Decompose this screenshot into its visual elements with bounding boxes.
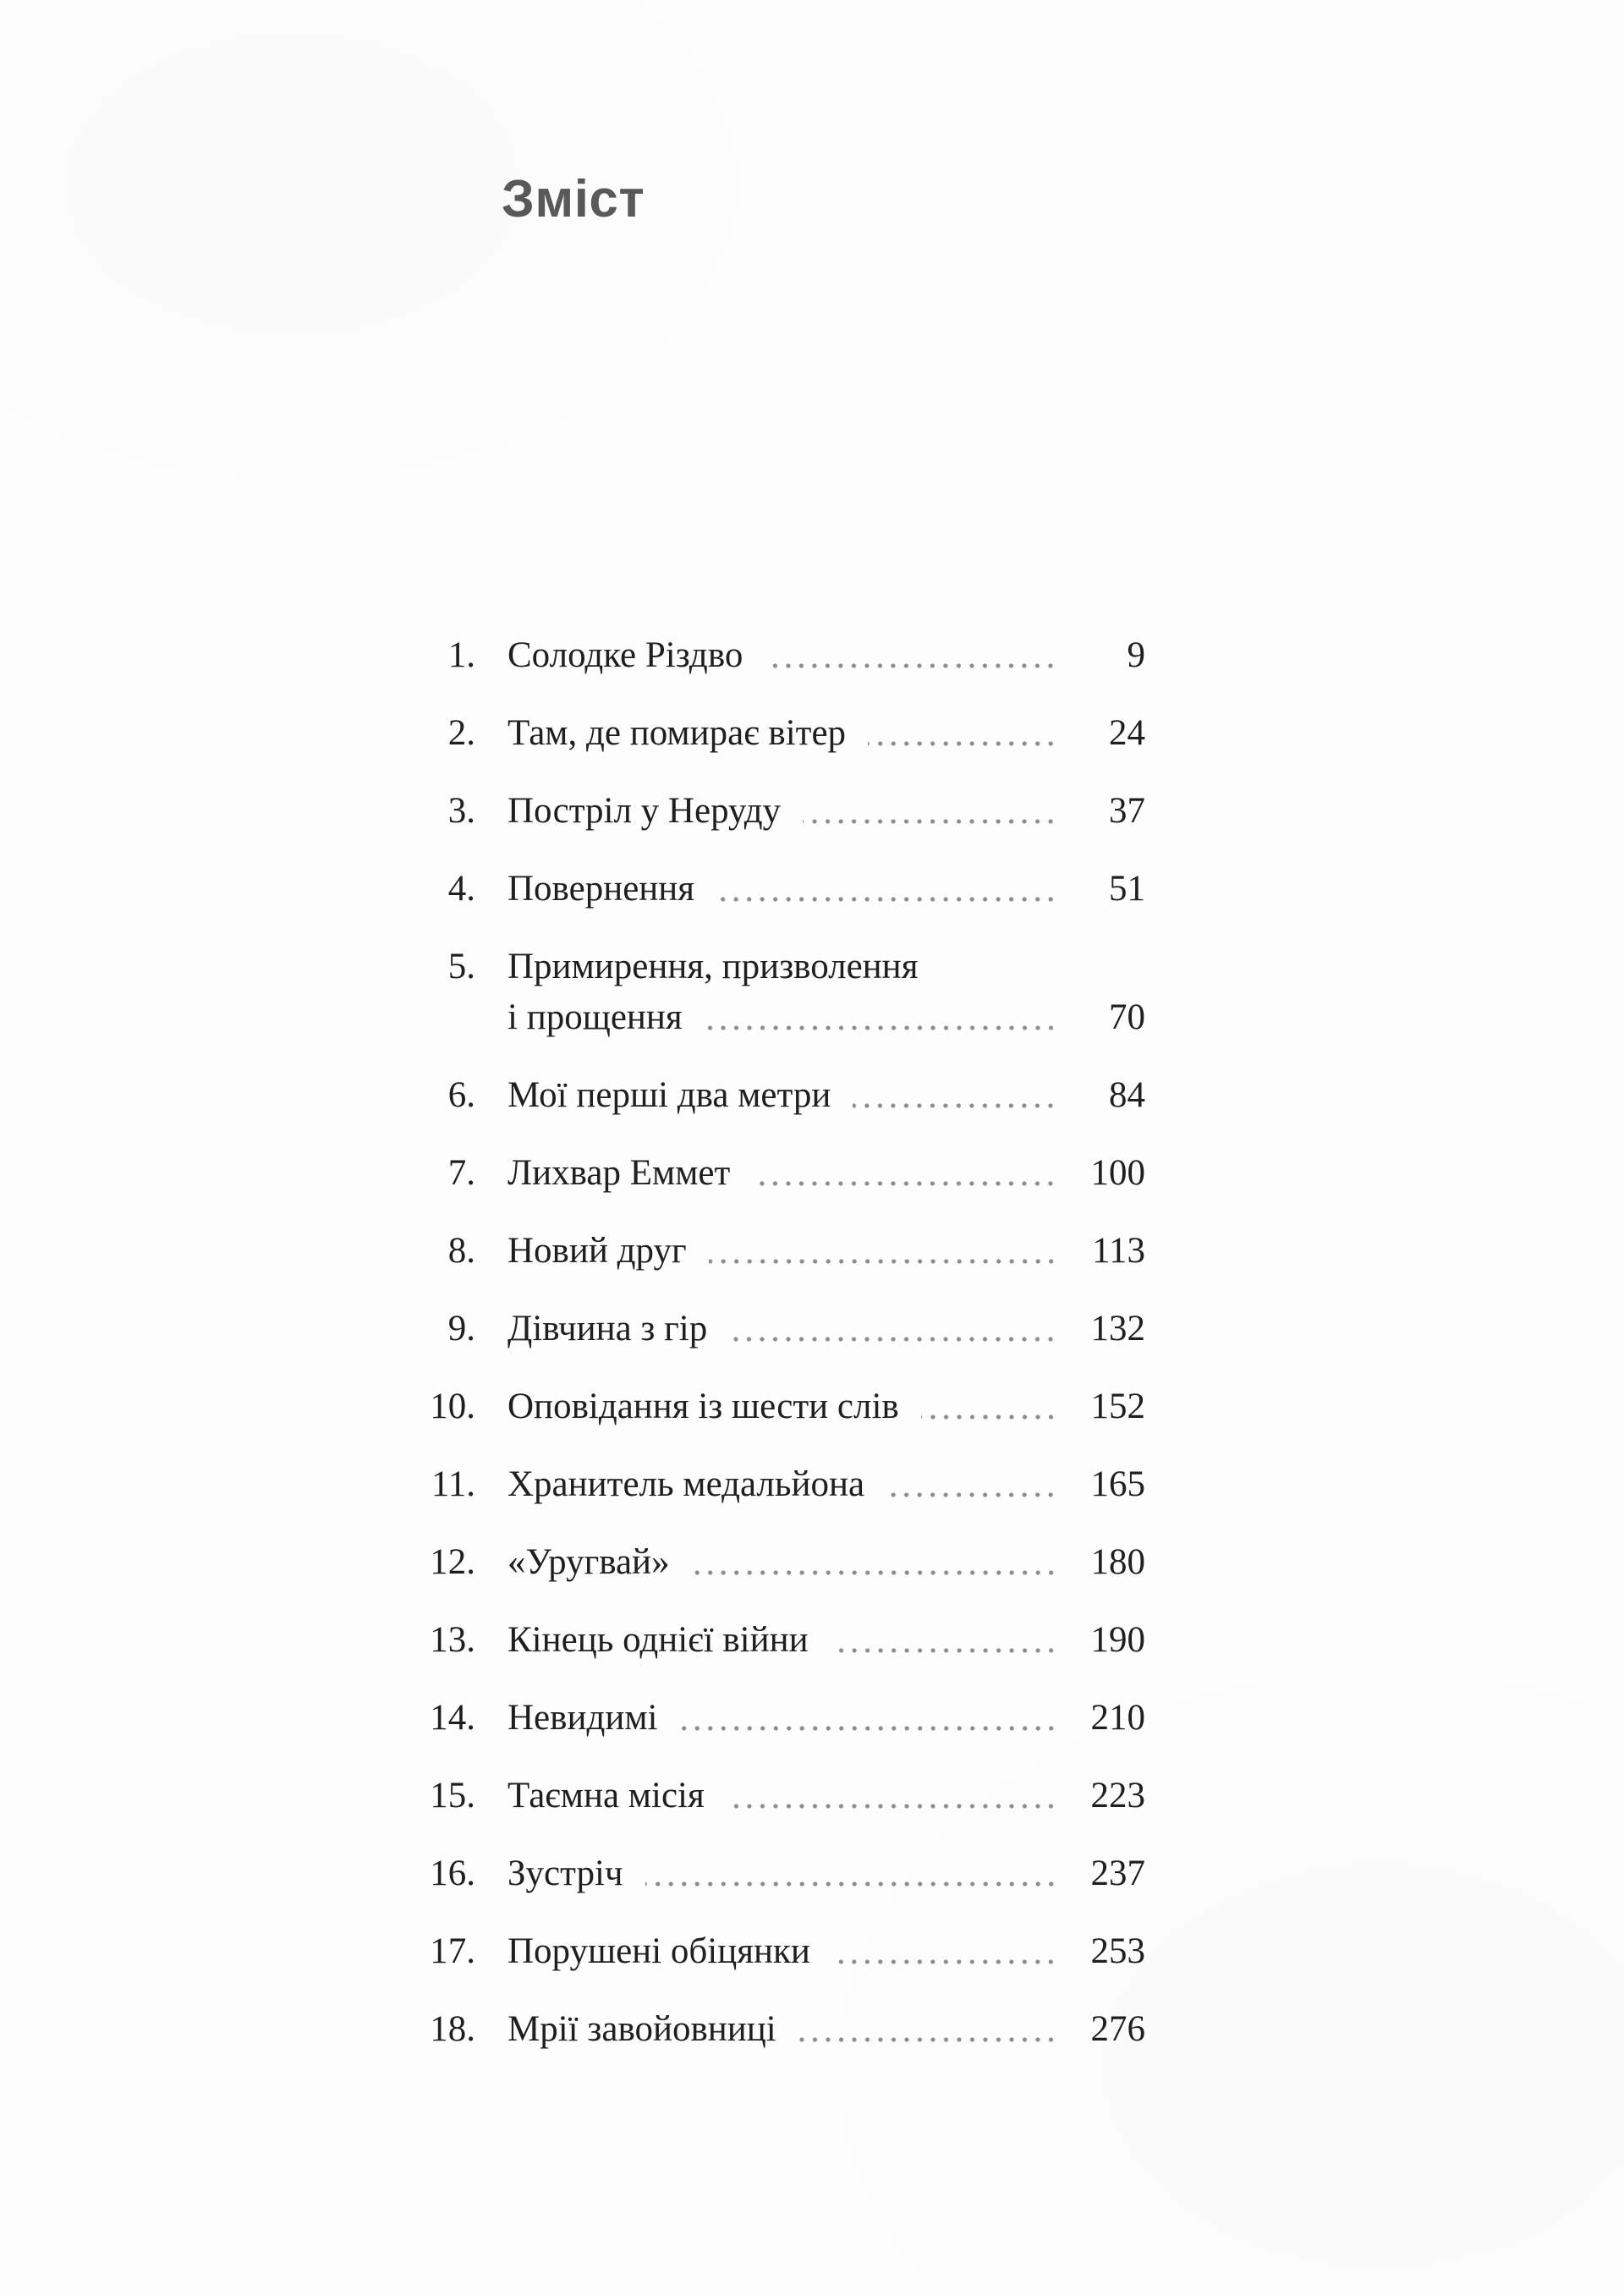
chapter-page-number: 253 (1090, 1931, 1145, 1971)
chapter-number: 5. (447, 947, 475, 986)
toc-entry[interactable] (372, 1304, 1145, 1354)
toc-entry-line (372, 1537, 1145, 1588)
toc-entry[interactable] (372, 1459, 1145, 1510)
chapter-title: Постріл у Неруду (508, 791, 782, 831)
chapter-page-number: 165 (1090, 1464, 1145, 1504)
chapter-title: Мої перші два метри (508, 1075, 831, 1115)
chapter-number: 11. (431, 1464, 475, 1504)
chapter-page-number: 152 (1090, 1387, 1145, 1426)
dot-leader (886, 1459, 1057, 1510)
toc-entry-line (372, 1693, 1145, 1744)
chapter-page-number: 9 (1127, 635, 1145, 675)
toc-entry[interactable] (372, 864, 1145, 915)
chapter-page-number: 24 (1109, 713, 1145, 753)
toc-entry-line (372, 1148, 1145, 1199)
chapter-page-number: 190 (1090, 1620, 1145, 1660)
dot-leader (680, 1693, 1057, 1744)
dot-leader (709, 1226, 1057, 1277)
chapter-number: 17. (430, 1931, 475, 1971)
toc-entry[interactable] (372, 786, 1145, 837)
chapter-number: 16. (430, 1854, 475, 1893)
dot-leader (692, 1537, 1057, 1588)
toc-entry[interactable] (372, 1848, 1145, 1899)
chapter-number: 7. (447, 1153, 475, 1193)
page-title: Зміст (502, 170, 645, 228)
chapter-page-number: 210 (1090, 1698, 1145, 1738)
toc-entry[interactable] (372, 708, 1145, 759)
dot-leader (921, 1381, 1057, 1432)
dot-leader (765, 630, 1057, 681)
chapter-page-number: 237 (1090, 1854, 1145, 1893)
chapter-title: Примирення, призволення (508, 947, 919, 986)
chapter-title: Повернення (508, 869, 695, 909)
dot-leader (832, 1926, 1057, 1977)
toc-entry-line (372, 942, 1145, 992)
dot-leader (716, 864, 1057, 915)
toc-entry[interactable] (372, 630, 1145, 681)
toc-entry[interactable] (372, 942, 1145, 1043)
toc-entry-line (372, 1070, 1145, 1121)
chapter-title: Кінець однієї війни (508, 1620, 809, 1660)
toc-entry[interactable] (372, 1148, 1145, 1199)
dot-leader (705, 992, 1057, 1043)
chapter-number: 3. (447, 791, 475, 831)
chapter-page-number: 100 (1090, 1153, 1145, 1193)
dot-leader (729, 1304, 1057, 1354)
toc-entry-line (372, 2004, 1145, 2055)
dot-leader (752, 1148, 1057, 1199)
chapter-page-number: 113 (1092, 1231, 1145, 1271)
chapter-title: Зустріч (508, 1854, 623, 1893)
toc-entry[interactable] (372, 1926, 1145, 1977)
toc-entry-line (372, 1926, 1145, 1977)
chapter-title: Солодке Різдво (508, 635, 743, 675)
chapter-number: 8. (447, 1231, 475, 1271)
chapter-title: Оповідання із шести слів (508, 1387, 899, 1426)
chapter-title: Там, де помирає вітер (508, 713, 847, 753)
chapter-page-number: 132 (1090, 1309, 1145, 1348)
dot-leader (645, 1848, 1057, 1899)
chapter-page-number: 51 (1109, 869, 1145, 909)
toc-entry[interactable] (372, 1615, 1145, 1666)
chapter-title: «Уругвай» (508, 1542, 670, 1582)
chapter-number: 14. (430, 1698, 475, 1738)
chapter-page-number: 180 (1090, 1542, 1145, 1582)
chapter-page-number: 70 (1109, 997, 1145, 1037)
chapter-page-number: 84 (1109, 1075, 1145, 1115)
toc-entry-line (372, 992, 1145, 1043)
dot-leader (853, 1070, 1057, 1121)
dot-leader (831, 1615, 1057, 1666)
toc-entry-line (372, 1615, 1145, 1666)
dot-leader (803, 786, 1057, 837)
chapter-title: Невидимі (508, 1698, 658, 1738)
toc-entry[interactable] (372, 1226, 1145, 1277)
chapter-page-number: 223 (1090, 1776, 1145, 1815)
dot-leader (868, 708, 1057, 759)
toc-entry-line (372, 786, 1145, 837)
chapter-page-number: 276 (1090, 2009, 1145, 2049)
chapter-title: Хранитель медальйона (508, 1464, 865, 1504)
chapter-number: 12. (430, 1542, 475, 1582)
chapter-title: Лихвар Еммет (508, 1153, 731, 1193)
toc-entry[interactable] (372, 2004, 1145, 2055)
dot-leader (798, 2004, 1057, 2055)
chapter-number: 2. (447, 713, 475, 753)
toc-entry-line (372, 1226, 1145, 1277)
chapter-number: 1. (447, 635, 475, 675)
toc-entry-line (372, 1848, 1145, 1899)
chapter-title: Порушені обіцянки (508, 1931, 810, 1971)
toc-entry[interactable] (372, 1693, 1145, 1744)
toc-entry-line (372, 708, 1145, 759)
toc-entry[interactable] (372, 1771, 1145, 1821)
toc-entry-line (372, 864, 1145, 915)
chapter-number: 4. (447, 869, 475, 909)
chapter-title: і прощення (508, 997, 683, 1037)
toc-entry-line (372, 1381, 1145, 1432)
toc-entry-line (372, 1459, 1145, 1510)
chapter-number: 13. (430, 1620, 475, 1660)
toc-entry-line (372, 1304, 1145, 1354)
toc-entry[interactable] (372, 1381, 1145, 1432)
toc-entry[interactable] (372, 1070, 1145, 1121)
chapter-number: 6. (447, 1075, 475, 1115)
chapter-number: 15. (430, 1776, 475, 1815)
toc-entry[interactable] (372, 1537, 1145, 1588)
chapter-number: 10. (430, 1387, 475, 1426)
chapter-number: 18. (430, 2009, 475, 2049)
table-of-contents (372, 630, 1145, 2055)
chapter-title: Дівчина з гір (508, 1309, 708, 1348)
chapter-page-number: 37 (1109, 791, 1145, 831)
chapter-title: Новий друг (508, 1231, 687, 1271)
chapter-title: Таємна місія (508, 1776, 705, 1815)
toc-entry-line (372, 1771, 1145, 1821)
chapter-number: 9. (447, 1309, 475, 1348)
chapter-title: Мрії завойовниці (508, 2009, 776, 2049)
dot-leader (727, 1771, 1057, 1821)
toc-entry-line (372, 630, 1145, 681)
